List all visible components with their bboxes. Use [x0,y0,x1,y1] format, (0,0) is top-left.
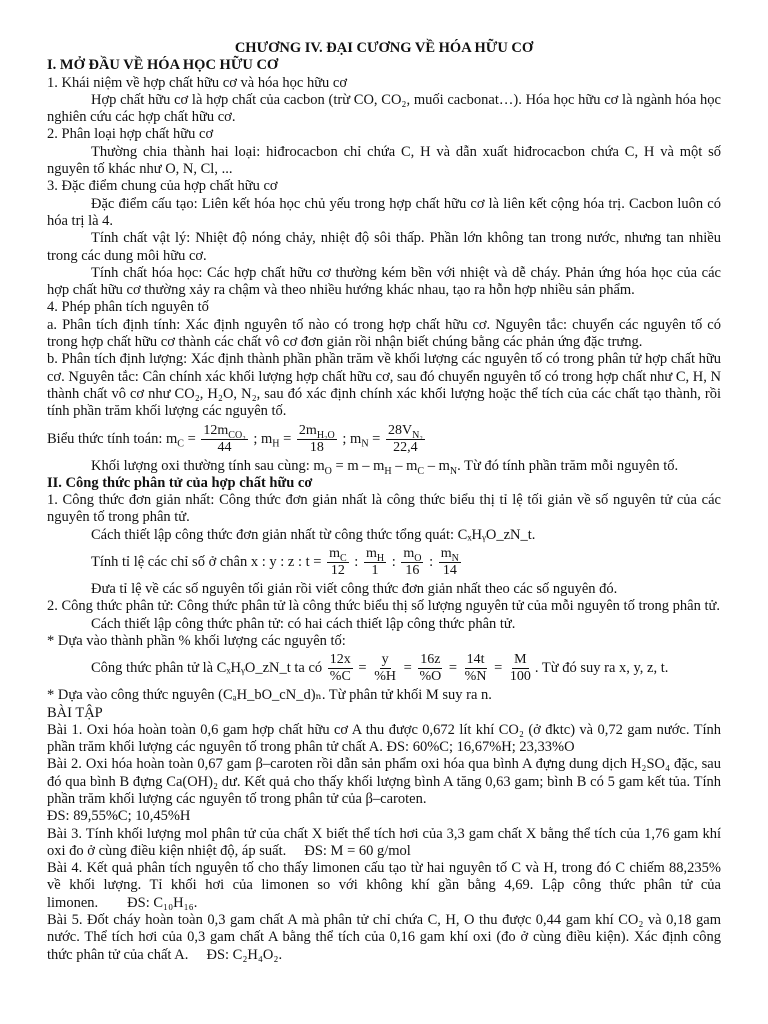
exercise-2: Bài 2. Oxi hóa hoàn toàn 0,67 gam β–caroten rồi dẫn sản phẩm oxi hóa qua bình A đựng dung dịch H₂SO₄ đặc, sau đó qua bình B đựng Ca(OH)₂ dư. Kết quả cho thấy khối lượng bình A tăng 0,63 gam; bình B có 5 gam kết tủa. Tính phần trăm khối lượng các nguyên tố trong phân tử của β–caroten. [47,756,721,807]
mh-fraction: $\frac{2m_{H_2O}}{18}$ [298,422,335,455]
s3-physical: Tính chất vật lý: Nhiệt độ nóng chảy, nhiệt độ sôi thấp. Phần lớn không tan trong nước, nhưng tan nhiều trong các dung môi hữu cơ. [47,230,721,264]
exercises-heading: BÀI TẬP [47,704,103,721]
mn-fraction: $\frac{28V_{N_2}}{22,4}$ [387,422,423,455]
exercise-4-answer: ĐS: C₁₀H₁₆. [127,894,198,911]
simplest-formula-def: 1. Công thức đơn giản nhất: Công thức đơn giản nhất là công thức biểu thị tỉ lệ tối giản về số nguyên tử của các nguyên tố trong phân tử. [47,492,721,526]
chapter-title: CHƯƠNG IV. ĐẠI CƯƠNG VỀ HÓA HỮU CƠ [234,40,534,56]
exercise-2-answer: ĐS: 89,55%C; 10,45%H [47,808,191,825]
method-2: * Dựa vào công thức nguyên (CₐH_bO_cN_d)ₙ. Từ phân tử khối M suy ra n. [47,687,492,704]
s1-body: Hợp chất hữu cơ là hợp chất của cacbon (trừ CO, CO₂, muối cacbonat…). Hóa học hữu cơ là ngành hóa học nghiên cứu các hợp chất hữu cơ. [47,91,721,126]
s1-title: 1. Khái niệm về hợp chất hữu cơ và hóa học hữu cơ [47,74,348,91]
calc-label: Biểu thức tính toán: [47,430,163,447]
section-1-heading: I. MỞ ĐẦU VỀ HÓA HỌC HỮU CƠ [47,57,279,74]
ratio-formula: Tính tỉ lệ các chỉ số ở chân x : y : z : t = $\frac{m_C}{12}$ : $\frac{m_H}{1}$ : $\frac{m_O}{16}$ : $\frac{m_N}{14}$ [91,546,459,579]
exercise-5-answer: ĐS: C₂H₄O₂. [206,946,283,963]
molecular-formula-def: 2. Công thức phân tử: Công thức phân tử là công thức biểu thị số lượng nguyên tử của mỗi nguyên tố trong phân tử. [47,598,721,615]
s3-title: 3. Đặc điểm chung của hợp chất hữu cơ [47,178,278,195]
exercise-4: Bài 4. Kết quả phân tích nguyên tố cho thấy limonen cấu tạo từ hai nguyên tố C và H, trong đó C chiếm 88,235% về khối lượng. Tỉ khối hơi của limonen so với không khí gần bằng 4,69. Lập công thức phân tử của limonen. ĐS: C₁₀H₁₆. [47,860,721,911]
oxygen-line: Khối lượng oxi thường tính sau cùng: $m_O = m - m_H - m_C - m_N$. Từ đó tính phần trăm mỗi nguyên tố. [91,457,679,477]
exercise-3-answer: ĐS: M = 60 g/mol [304,842,411,859]
s2-body: Thường chia thành hai loại: hiđrocacbon chỉ chứa C, H và dẫn xuất hiđrocacbon chứa C, H và một số nguyên tố khác như O, N, Cl, ... [47,143,721,178]
method-1: * Dựa vào thành phần % khối lượng các nguyên tố: [47,632,346,649]
s2-title: 2. Phân loại hợp chất hữu cơ [47,126,214,143]
exercise-3: Bài 3. Tính khối lượng mol phân tử của chất X biết thể tích hơi của 3,3 gam chất X bằng thể tích của 1,76 gam khí oxi đo ở cùng điều kiện nhiệt độ, áp suất. ĐS: M = 60 g/mol [47,825,721,859]
calc-formula: Biểu thức tính toán: $m_C$ = $\frac{12m_{CO_2}}{44}$ ; $m_H$ = $\frac{2m_{H_2O}}{18}$ ; $m_N$ = $\frac{28V_{N_2}}{22,4}$ [47,422,423,455]
s4-qualitative: a. Phân tích định tính: Xác định nguyên tố nào có trong hợp chất hữu cơ. Nguyên tắc: chuyển các nguyên tố có trong hợp chất hữu cơ thành các chất vô cơ đơn giản rồi nhận biết chúng bằng các phản ứng đặc trưng. [47,316,721,351]
exercise-1: Bài 1. Oxi hóa hoàn toàn 0,6 gam hợp chất hữu cơ A thu được 0,672 lít khí CO₂ (ở đktc) và 0,72 gam nước. Tính phần trăm khối lượng các nguyên tố trong phân tử chất A. ĐS: 60%C; 16,67%H; 23,33%O [47,721,721,756]
mc-fraction: $\frac{12m_{CO_2}}{44}$ [203,422,246,455]
exercise-1-answer: ĐS: 60%C; 16,67%H; 23,33%O [386,739,575,756]
s4-quantitative: b. Phân tích định lượng: Xác định thành phần phần trăm về khối lượng các nguyên tố có trong phân tử hợp chất hữu cơ. Nguyên tắc: Cân chính xác khối lượng hợp chất hữu cơ, sau đó chuyển nguyên tố có trong hợp chất như C, H, N thành chất vô cơ như CO₂, H₂O, N₂, sau đó xác định chính xác khối lượng hoặc thể tích của các chất tạo thành, rồi tính phần trăm khối lượng các nguyên tố. [47,351,721,420]
molecular-formula-how: Cách thiết lập công thức phân tử: có hai cách thiết lập công thức phân tử. [91,615,516,632]
simplest-formula-how: Cách thiết lập công thức đơn giản nhất từ công thức tổng quát: CₓHᵧO_zN_t. [91,526,536,543]
s4-title: 4. Phép phân tích nguyên tố [47,299,209,316]
s3-chemical: Tính chất hóa học: Các hợp chất hữu cơ thường kém bền với nhiệt và dễ cháy. Phản ứng hóa học của các hợp chất hữu cơ thường xảy ra chậm và theo nhiều hướng khác nhau, tạo ra hỗn hợp nhiều sản phẩm. [47,264,721,299]
percent-formula: Công thức phân tử là CₓHᵧO_zN_t ta có $\frac{12x}{\%C}$ = $\frac{y}{\%H}$ = $\frac{16z}{\%O}$ = $\frac{14t}{\%N}$ = $\frac{M}{100}$ . Từ đó suy ra x, y, z, t. [91,652,669,685]
exercise-5: Bài 5. Đốt cháy hoàn toàn 0,3 gam chất A mà phân tử chỉ chứa C, H, O thu được 0,44 gam khí CO₂ và 0,18 gam nước. Thể tích hơi của 0,3 gam chất A bằng thể tích của 0,16 gam khí oxi (đo ở cùng điều kiện). Xác định công thức phân tử của chất A. ĐS: C₂H₄O₂. [47,912,721,963]
simplest-formula-final: Đưa tỉ lệ về các số nguyên tối giản rồi viết công thức đơn giản nhất theo các số nguyên đó. [91,581,618,598]
s3-structure: Đặc điểm cấu tạo: Liên kết hóa học chủ yếu trong hợp chất hữu cơ là liên kết cộng hóa trị. Cacbon luôn có hóa trị là 4. [47,195,721,229]
section-2-heading: II. Công thức phân tử của hợp chất hữu cơ [47,474,313,491]
